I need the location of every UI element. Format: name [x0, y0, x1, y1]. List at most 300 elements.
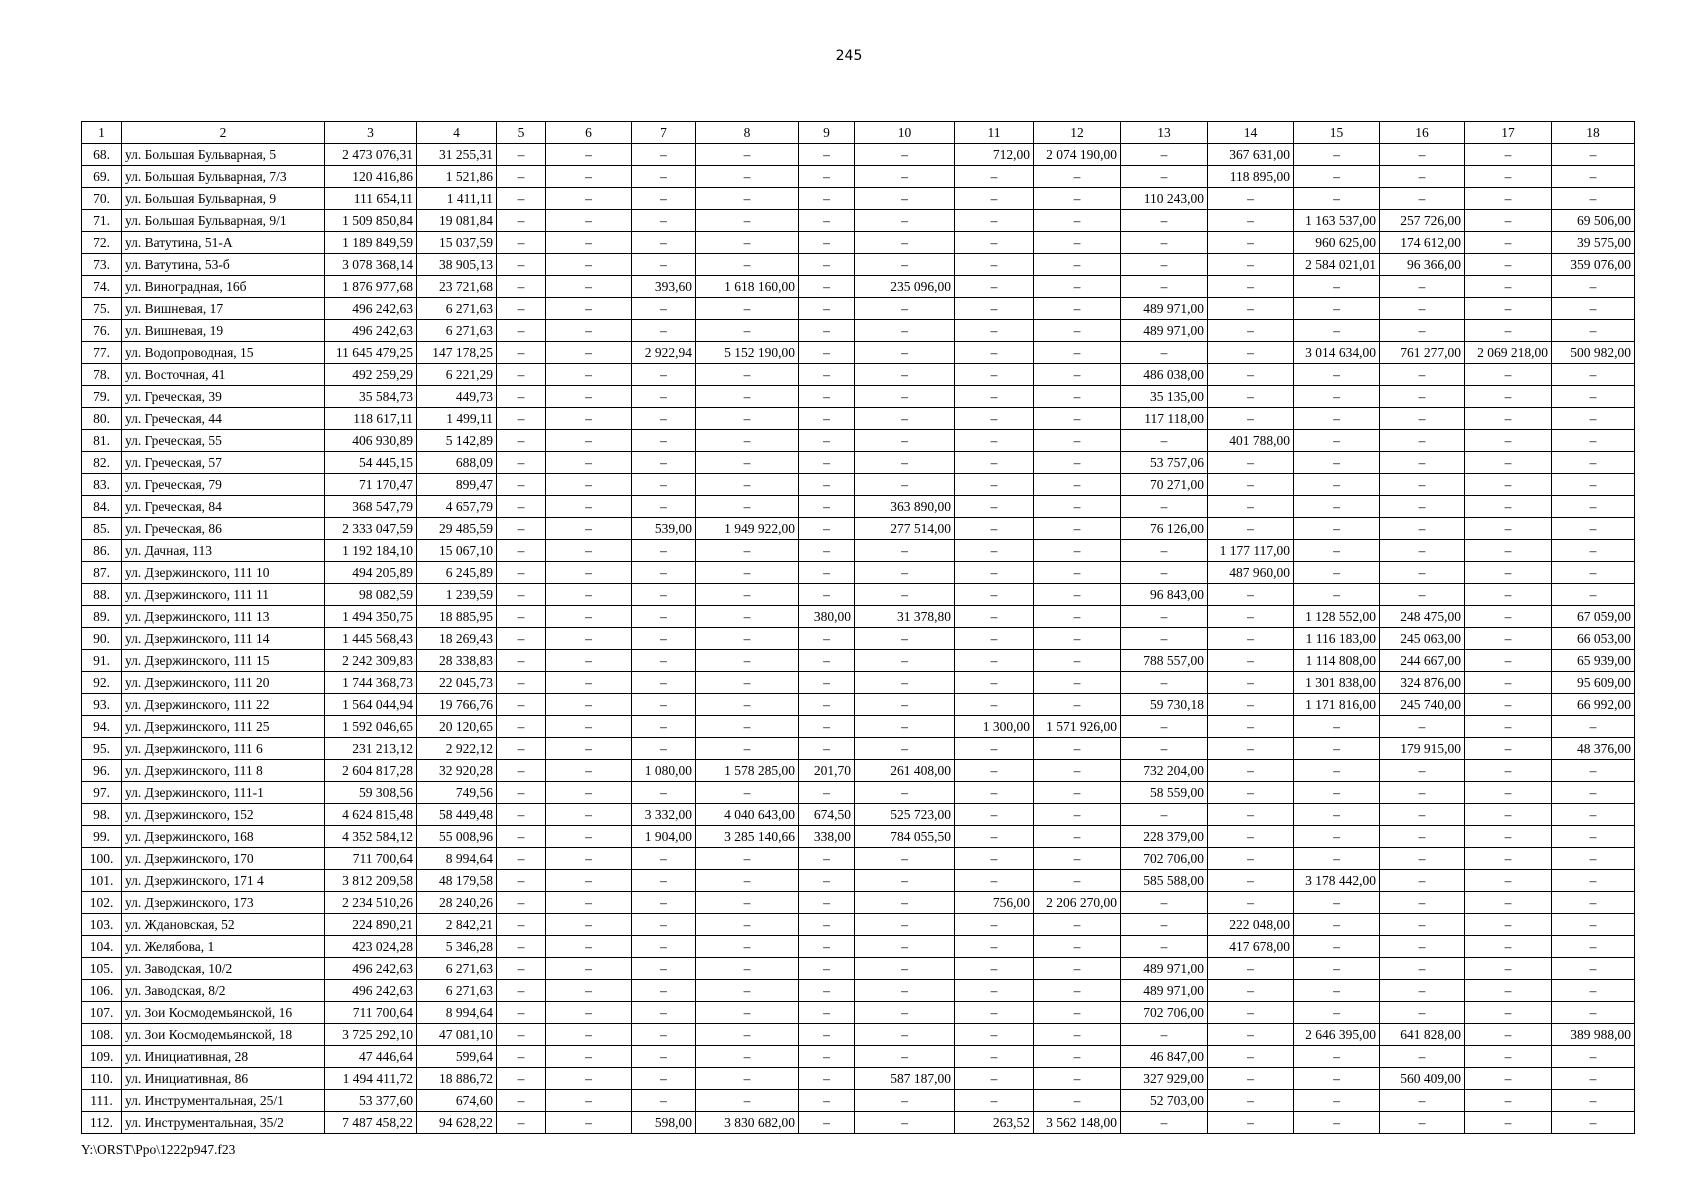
table-row [82, 342, 1635, 364]
address-cell: ул. Дзержинского, 111 22 [122, 694, 325, 716]
value-cell: – [546, 958, 632, 980]
value-cell: – [799, 386, 855, 408]
value-cell: – [1208, 320, 1294, 342]
value-cell: – [1294, 188, 1380, 210]
value-cell: – [1552, 386, 1635, 408]
column-header: 2 [122, 122, 325, 144]
value-cell: – [546, 782, 632, 804]
value-cell: 3 014 634,00 [1294, 342, 1380, 364]
value-cell: – [1208, 892, 1294, 914]
value-cell: – [1465, 1112, 1552, 1134]
address-cell: ул. Инструментальная, 35/2 [122, 1112, 325, 1134]
value-cell: – [497, 650, 546, 672]
address-cell: ул. Заводская, 8/2 [122, 980, 325, 1002]
value-cell: 96 366,00 [1380, 254, 1465, 276]
address-cell: ул. Дзержинского, 170 [122, 848, 325, 870]
row-number-cell: 83. [82, 474, 122, 496]
value-cell: 5 346,28 [417, 936, 497, 958]
value-cell: 111 654,11 [325, 188, 417, 210]
value-cell: 32 920,28 [417, 760, 497, 782]
value-cell: – [546, 408, 632, 430]
value-cell: – [1552, 848, 1635, 870]
table-row [82, 716, 1635, 738]
value-cell: – [855, 716, 955, 738]
value-cell: – [1208, 1046, 1294, 1068]
value-cell: – [1380, 408, 1465, 430]
value-cell: – [632, 584, 696, 606]
address-cell: ул. Дзержинского, 111 11 [122, 584, 325, 606]
row-number-cell: 84. [82, 496, 122, 518]
value-cell: – [1552, 364, 1635, 386]
value-cell: – [497, 958, 546, 980]
value-cell: – [955, 760, 1034, 782]
value-cell: – [955, 342, 1034, 364]
row-number-cell: 101. [82, 870, 122, 892]
value-cell: – [1465, 892, 1552, 914]
column-header: 9 [799, 122, 855, 144]
value-cell: – [497, 496, 546, 518]
value-cell: 66 053,00 [1552, 628, 1635, 650]
value-cell: – [1034, 760, 1121, 782]
value-cell: 1 618 160,00 [696, 276, 799, 298]
value-cell: 94 628,22 [417, 1112, 497, 1134]
value-cell: – [799, 1024, 855, 1046]
address-cell: ул. Дзержинского, 152 [122, 804, 325, 826]
value-cell: – [1552, 914, 1635, 936]
value-cell: 489 971,00 [1121, 980, 1208, 1002]
value-cell: – [497, 430, 546, 452]
value-cell: – [855, 584, 955, 606]
row-number-cell: 96. [82, 760, 122, 782]
value-cell: – [855, 694, 955, 716]
value-cell: 59 308,56 [325, 782, 417, 804]
value-cell: – [799, 364, 855, 386]
value-cell: 55 008,96 [417, 826, 497, 848]
value-cell: – [546, 650, 632, 672]
value-cell: 69 506,00 [1552, 210, 1635, 232]
value-cell: 263,52 [955, 1112, 1034, 1134]
row-number-cell: 80. [82, 408, 122, 430]
value-cell: – [1034, 320, 1121, 342]
value-cell: – [955, 496, 1034, 518]
value-cell: – [1121, 914, 1208, 936]
value-cell: – [497, 1046, 546, 1068]
value-cell: – [1380, 936, 1465, 958]
value-cell: – [1121, 1024, 1208, 1046]
value-cell: – [1294, 980, 1380, 1002]
column-header: 17 [1465, 122, 1552, 144]
table-row [82, 386, 1635, 408]
value-cell: – [855, 232, 955, 254]
table-row [82, 606, 1635, 628]
value-cell: – [497, 892, 546, 914]
value-cell: – [497, 716, 546, 738]
value-cell: – [1208, 1024, 1294, 1046]
table-row [82, 804, 1635, 826]
address-cell: ул. Греческая, 44 [122, 408, 325, 430]
value-cell: – [497, 342, 546, 364]
value-cell: – [1294, 1090, 1380, 1112]
address-cell: ул. Большая Бульварная, 9 [122, 188, 325, 210]
value-cell: – [696, 892, 799, 914]
row-number-cell: 100. [82, 848, 122, 870]
row-number-cell: 97. [82, 782, 122, 804]
value-cell: – [696, 430, 799, 452]
value-cell: – [955, 694, 1034, 716]
column-header: 8 [696, 122, 799, 144]
value-cell: – [1034, 804, 1121, 826]
value-cell: – [546, 496, 632, 518]
row-number-cell: 85. [82, 518, 122, 540]
value-cell: – [1465, 210, 1552, 232]
value-cell: – [855, 408, 955, 430]
value-cell: – [1121, 804, 1208, 826]
value-cell: – [546, 606, 632, 628]
row-number-cell: 109. [82, 1046, 122, 1068]
value-cell: – [696, 1046, 799, 1068]
value-cell: – [1034, 452, 1121, 474]
value-cell: – [955, 606, 1034, 628]
value-cell: – [497, 276, 546, 298]
value-cell: 2 646 395,00 [1294, 1024, 1380, 1046]
value-cell: – [1034, 496, 1121, 518]
value-cell: – [1294, 1112, 1380, 1134]
value-cell: – [1034, 958, 1121, 980]
table-row [82, 826, 1635, 848]
value-cell: – [799, 518, 855, 540]
address-cell: ул. Зои Космодемьянской, 18 [122, 1024, 325, 1046]
value-cell: – [955, 518, 1034, 540]
value-cell: – [955, 188, 1034, 210]
value-cell: 231 213,12 [325, 738, 417, 760]
value-cell: – [1294, 716, 1380, 738]
value-cell: – [546, 386, 632, 408]
value-cell: 2 206 270,00 [1034, 892, 1121, 914]
value-cell: – [497, 364, 546, 386]
address-cell: ул. Зои Космодемьянской, 16 [122, 1002, 325, 1024]
column-header: 6 [546, 122, 632, 144]
value-cell: – [1294, 914, 1380, 936]
value-cell: 66 992,00 [1552, 694, 1635, 716]
value-cell: 18 885,95 [417, 606, 497, 628]
value-cell: 1 904,00 [632, 826, 696, 848]
value-cell: – [799, 254, 855, 276]
row-number-cell: 82. [82, 452, 122, 474]
value-cell: – [1552, 496, 1635, 518]
value-cell: – [497, 738, 546, 760]
value-cell: – [632, 452, 696, 474]
value-cell: – [1294, 892, 1380, 914]
row-number-cell: 71. [82, 210, 122, 232]
value-cell: – [1034, 628, 1121, 650]
value-cell: – [855, 892, 955, 914]
value-cell: 1 578 285,00 [696, 760, 799, 782]
address-cell: ул. Большая Бульварная, 5 [122, 144, 325, 166]
value-cell: – [696, 320, 799, 342]
row-number-cell: 74. [82, 276, 122, 298]
value-cell: – [1465, 650, 1552, 672]
value-cell: 1 411,11 [417, 188, 497, 210]
value-cell: – [632, 1090, 696, 1112]
value-cell: – [696, 716, 799, 738]
table-row [82, 452, 1635, 474]
table-row [82, 298, 1635, 320]
value-cell: – [955, 452, 1034, 474]
value-cell: – [1552, 320, 1635, 342]
table-row [82, 210, 1635, 232]
value-cell: – [696, 166, 799, 188]
value-cell: – [1208, 628, 1294, 650]
value-cell: 674,60 [417, 1090, 497, 1112]
value-cell: – [1034, 606, 1121, 628]
address-cell: ул. Ватутина, 51-А [122, 232, 325, 254]
value-cell: – [1034, 298, 1121, 320]
value-cell: – [799, 650, 855, 672]
value-cell: – [632, 870, 696, 892]
value-cell: – [855, 1002, 955, 1024]
value-cell: – [632, 606, 696, 628]
value-cell: 59 730,18 [1121, 694, 1208, 716]
value-cell: – [955, 1068, 1034, 1090]
table-row [82, 628, 1635, 650]
value-cell: 1 509 850,84 [325, 210, 417, 232]
value-cell: – [1552, 760, 1635, 782]
value-cell: 496 242,63 [325, 980, 417, 1002]
value-cell: – [1294, 936, 1380, 958]
value-cell: – [632, 1024, 696, 1046]
value-cell: – [696, 936, 799, 958]
value-cell: – [955, 628, 1034, 650]
value-cell: – [696, 672, 799, 694]
address-cell: ул. Вишневая, 19 [122, 320, 325, 342]
value-cell: – [799, 144, 855, 166]
address-cell: ул. Греческая, 55 [122, 430, 325, 452]
value-cell: – [799, 628, 855, 650]
value-cell: 641 828,00 [1380, 1024, 1465, 1046]
table-row [82, 232, 1635, 254]
value-cell: – [546, 1090, 632, 1112]
value-cell: – [799, 408, 855, 430]
table-row [82, 1024, 1635, 1046]
table-row [82, 848, 1635, 870]
value-cell: – [1380, 386, 1465, 408]
value-cell: – [1208, 188, 1294, 210]
value-cell: – [497, 320, 546, 342]
value-cell: – [799, 936, 855, 958]
value-cell: – [546, 474, 632, 496]
value-cell: – [632, 386, 696, 408]
value-cell: – [696, 650, 799, 672]
value-cell: – [1465, 562, 1552, 584]
value-cell: 2 584 021,01 [1294, 254, 1380, 276]
value-cell: – [1034, 562, 1121, 584]
value-cell: 960 625,00 [1294, 232, 1380, 254]
value-cell: – [497, 584, 546, 606]
table-row [82, 738, 1635, 760]
value-cell: – [1034, 386, 1121, 408]
value-cell: – [1380, 1046, 1465, 1068]
row-number-cell: 89. [82, 606, 122, 628]
value-cell: 3 812 209,58 [325, 870, 417, 892]
value-cell: – [1121, 936, 1208, 958]
value-cell: – [799, 342, 855, 364]
value-cell: – [799, 562, 855, 584]
value-cell: – [955, 584, 1034, 606]
value-cell: – [1380, 870, 1465, 892]
value-cell: – [632, 694, 696, 716]
value-cell: – [546, 980, 632, 1002]
column-header: 4 [417, 122, 497, 144]
value-cell: 23 721,68 [417, 276, 497, 298]
value-cell: – [1294, 496, 1380, 518]
value-cell: – [1380, 848, 1465, 870]
value-cell: 1 163 537,00 [1294, 210, 1380, 232]
value-cell: 6 271,63 [417, 298, 497, 320]
value-cell: – [696, 496, 799, 518]
value-cell: – [1465, 232, 1552, 254]
address-cell: ул. Дзержинского, 111 20 [122, 672, 325, 694]
value-cell: – [1208, 1068, 1294, 1090]
row-number-cell: 107. [82, 1002, 122, 1024]
value-cell: 7 487 458,22 [325, 1112, 417, 1134]
value-cell: – [799, 188, 855, 210]
value-cell: – [1465, 914, 1552, 936]
value-cell: – [1034, 584, 1121, 606]
value-cell: – [1208, 826, 1294, 848]
table-row [82, 540, 1635, 562]
value-cell: – [546, 430, 632, 452]
value-cell: – [1552, 452, 1635, 474]
value-cell: – [1465, 606, 1552, 628]
table-row [82, 584, 1635, 606]
value-cell: – [799, 320, 855, 342]
value-cell: – [696, 386, 799, 408]
value-cell: – [1121, 342, 1208, 364]
value-cell: – [1552, 474, 1635, 496]
value-cell: – [497, 1112, 546, 1134]
value-cell: – [497, 210, 546, 232]
value-cell: 65 939,00 [1552, 650, 1635, 672]
value-cell: – [1294, 848, 1380, 870]
address-cell: ул. Дзержинского, 111 6 [122, 738, 325, 760]
value-cell: – [632, 562, 696, 584]
value-cell: 599,64 [417, 1046, 497, 1068]
value-cell: 3 562 148,00 [1034, 1112, 1121, 1134]
row-number-cell: 68. [82, 144, 122, 166]
row-number-cell: 87. [82, 562, 122, 584]
value-cell: 1 499,11 [417, 408, 497, 430]
value-cell: – [632, 210, 696, 232]
value-cell: – [546, 694, 632, 716]
value-cell: 585 588,00 [1121, 870, 1208, 892]
value-cell: 15 067,10 [417, 540, 497, 562]
value-cell: – [1034, 1024, 1121, 1046]
value-cell: – [632, 408, 696, 430]
value-cell: – [955, 1046, 1034, 1068]
value-cell: – [632, 188, 696, 210]
value-cell: 2 074 190,00 [1034, 144, 1121, 166]
value-cell: 486 038,00 [1121, 364, 1208, 386]
row-number-cell: 78. [82, 364, 122, 386]
value-cell: – [799, 496, 855, 518]
address-cell: ул. Вишневая, 17 [122, 298, 325, 320]
table-row [82, 320, 1635, 342]
value-cell: – [497, 254, 546, 276]
table-row [82, 958, 1635, 980]
value-cell: – [1294, 804, 1380, 826]
row-number-cell: 94. [82, 716, 122, 738]
value-cell: 71 170,47 [325, 474, 417, 496]
value-cell: – [1208, 804, 1294, 826]
value-cell: 235 096,00 [855, 276, 955, 298]
column-header: 11 [955, 122, 1034, 144]
value-cell: – [1208, 518, 1294, 540]
value-cell: – [696, 1068, 799, 1090]
value-cell: – [855, 1024, 955, 1046]
row-number-cell: 69. [82, 166, 122, 188]
value-cell: – [1380, 430, 1465, 452]
value-cell: 245 740,00 [1380, 694, 1465, 716]
value-cell: 54 445,15 [325, 452, 417, 474]
table-row [82, 364, 1635, 386]
value-cell: – [1380, 276, 1465, 298]
table-row [82, 408, 1635, 430]
value-cell: – [632, 320, 696, 342]
value-cell: – [1465, 518, 1552, 540]
value-cell: – [1208, 298, 1294, 320]
value-cell: – [1465, 188, 1552, 210]
value-cell: – [1380, 540, 1465, 562]
value-cell: 15 037,59 [417, 232, 497, 254]
value-cell: – [497, 782, 546, 804]
value-cell: – [1380, 716, 1465, 738]
value-cell: – [497, 980, 546, 1002]
value-cell: – [955, 1002, 1034, 1024]
value-cell: – [1294, 474, 1380, 496]
value-cell: – [632, 672, 696, 694]
value-cell: – [855, 848, 955, 870]
value-cell: – [799, 1002, 855, 1024]
value-cell: 1 876 977,68 [325, 276, 417, 298]
value-cell: 1 445 568,43 [325, 628, 417, 650]
value-cell: – [1121, 1112, 1208, 1134]
value-cell: – [1552, 716, 1635, 738]
value-cell: – [799, 672, 855, 694]
value-cell: – [1552, 782, 1635, 804]
value-cell: 1 571 926,00 [1034, 716, 1121, 738]
value-cell: – [1294, 1046, 1380, 1068]
value-cell: – [1465, 1046, 1552, 1068]
value-cell: – [1034, 188, 1121, 210]
address-cell: ул. Большая Бульварная, 9/1 [122, 210, 325, 232]
row-number-cell: 112. [82, 1112, 122, 1134]
value-cell: 98 082,59 [325, 584, 417, 606]
value-cell: – [1208, 232, 1294, 254]
value-cell: – [632, 782, 696, 804]
address-cell: ул. Дзержинского, 111-1 [122, 782, 325, 804]
value-cell: – [799, 1046, 855, 1068]
value-cell: 53 757,06 [1121, 452, 1208, 474]
address-cell: ул. Дзержинского, 111 10 [122, 562, 325, 584]
value-cell: – [855, 958, 955, 980]
value-cell: 248 475,00 [1380, 606, 1465, 628]
value-cell: 1 592 046,65 [325, 716, 417, 738]
value-cell: – [696, 782, 799, 804]
value-cell: – [696, 364, 799, 386]
row-number-cell: 102. [82, 892, 122, 914]
value-cell: – [1380, 298, 1465, 320]
value-cell: – [546, 518, 632, 540]
